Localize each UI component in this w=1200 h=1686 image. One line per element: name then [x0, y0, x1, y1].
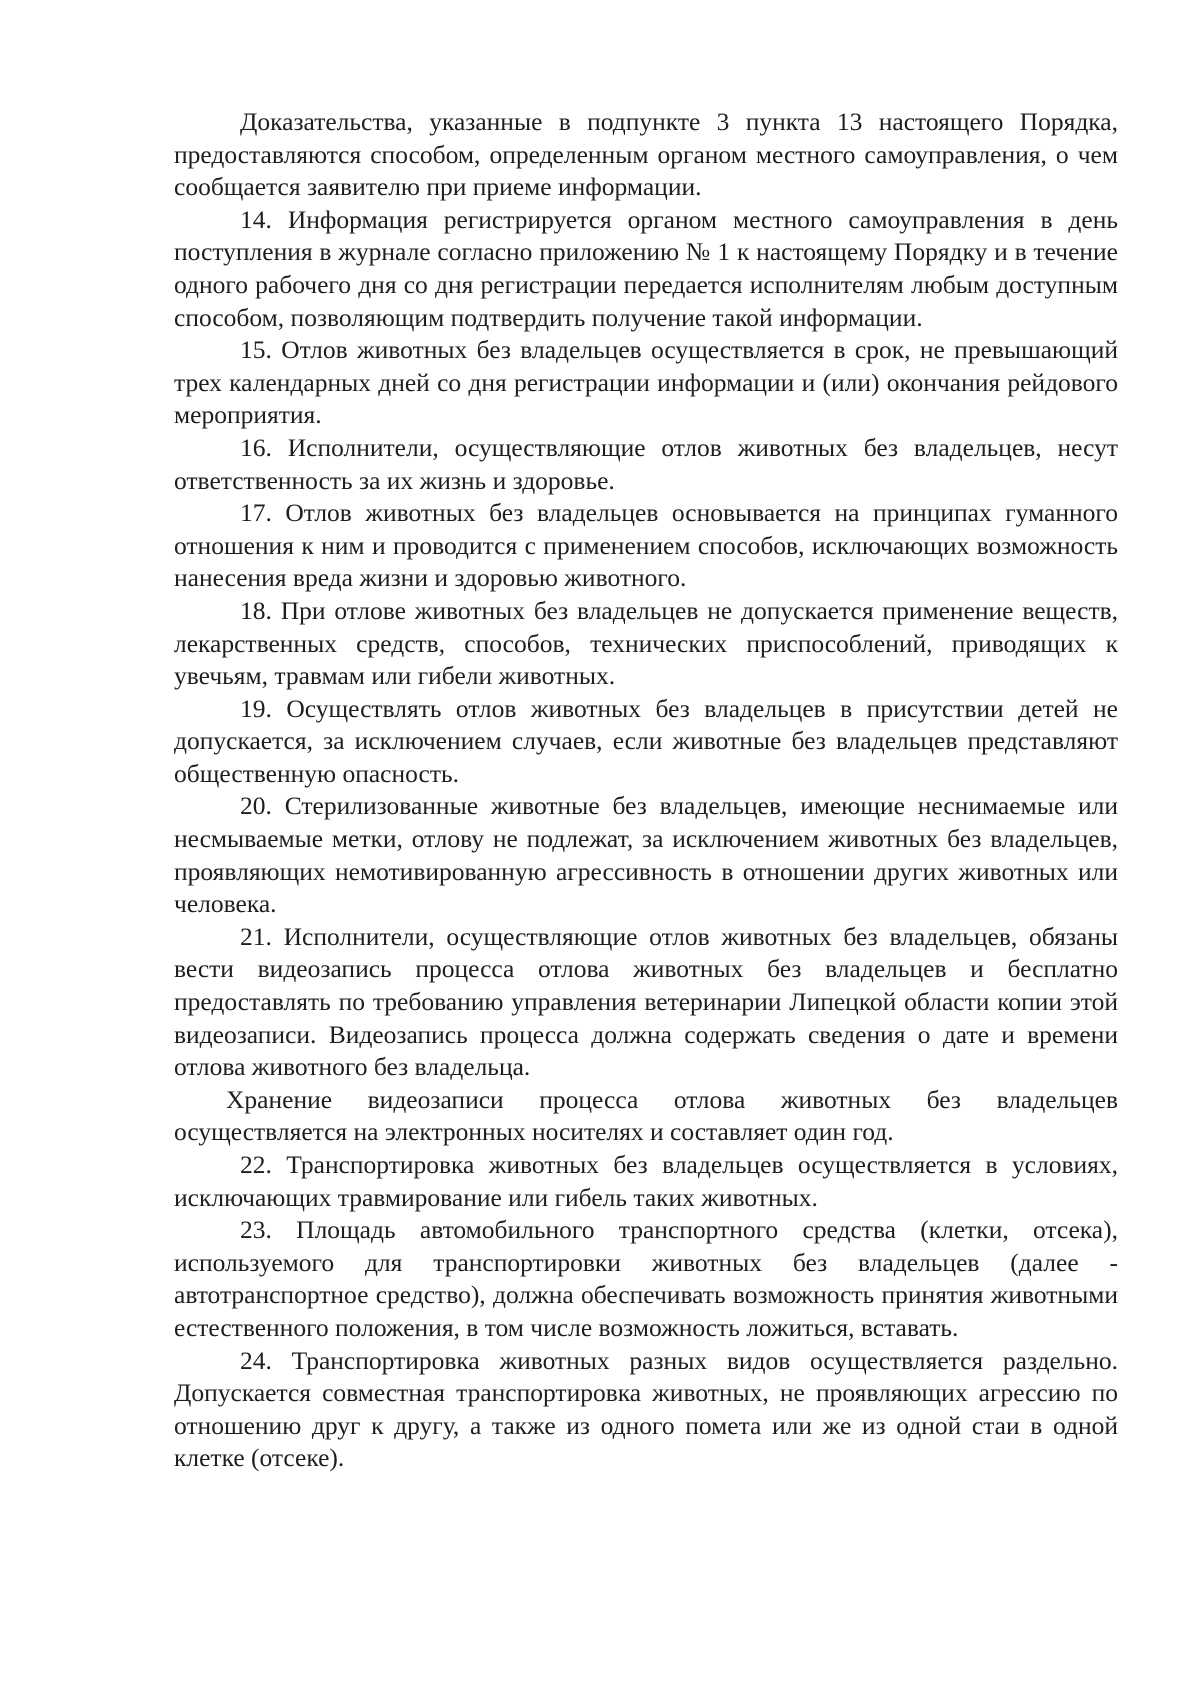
paragraph-16: 16. Исполнители, осуществляющие отлов животных без владельцев, несут ответственность за их жизнь и здоровье. — [174, 432, 1118, 495]
paragraph-storage: Хранение видеозаписи процесса отлова животных без владельцев осуществляется на электронных носителях и составляет один год. — [174, 1084, 1118, 1147]
paragraph-21: 21. Исполнители, осуществляющие отлов животных без владельцев, обязаны вести видеозапись процесса отлова животных без владельцев и бесплатно предоставлять по требованию управления ветеринарии Липецкой области копии этой видеозаписи. Видеозапись процесса должна содержать сведения о дате и времени отлова животного без владельца. — [174, 921, 1118, 1082]
paragraph-19: 19. Осуществлять отлов животных без владельцев в присутствии детей не допускается, за исключением случаев, если животные без владельцев представляют общественную опасность. — [174, 693, 1118, 788]
paragraph-23: 23. Площадь автомобильного транспортного средства (клетки, отсека), используемого для транспортировки животных без владельцев (далее - автотранспортное средство), должна обеспечивать возможность принятия животными естественного положения, в том числе возможность ложиться, вставать. — [174, 1215, 1118, 1342]
paragraph-24: 24. Транспортировка животных разных видов осуществляется раздельно. Допускается совместная транспортировка животных, не проявляющих агрессию по отношению друг к другу, а также из одного помета или же из одной стаи в одной клетке (отсеке). — [174, 1345, 1118, 1473]
paragraph-18: 18. При отлове животных без владельцев не допускается применение веществ, лекарственных средств, способов, технических приспособлений, приводящих к увечьям, травмам или гибели животных. — [174, 595, 1118, 691]
paragraph-15: 15. Отлов животных без владельцев осуществляется в срок, не превышающий трех календарных дней со дня регистрации информации и (или) окончания рейдового мероприятия. — [174, 335, 1118, 430]
paragraph-22: 22. Транспортировка животных без владельцев осуществляется в условиях, исключающих травмирование или гибель таких животных. — [174, 1150, 1118, 1212]
paragraph-17: 17. Отлов животных без владельцев основывается на принципах гуманного отношения к ним и проводится с применением способов, исключающих возможность нанесения вреда жизни и здоровью животного. — [174, 498, 1118, 593]
paragraph-20: 20. Стерилизованные животные без владельцев, имеющие неснимаемые или несмываемые метки, отлову не подлежат, за исключением животных без владельцев, проявляющих немотивированную агрессивность в отношении других животных или человека. — [174, 791, 1118, 919]
paragraph-14: 14. Информация регистрируется органом местного самоуправления в день поступления в журнале согласно приложению № 1 к настоящему Порядку и в течение одного рабочего дня со дня регистрации передается исполнителям любым доступным способом, позволяющим подтвердить получение такой информации. — [174, 204, 1118, 332]
paragraph-evidence: Доказательства, указанные в подпункте 3 пункта 13 настоящего Порядка, предоставляются способом, определенным органом местного самоуправления, о чем сообщается заявителю при приеме информации. — [174, 107, 1118, 202]
document-body — [174, 106, 1118, 1475]
